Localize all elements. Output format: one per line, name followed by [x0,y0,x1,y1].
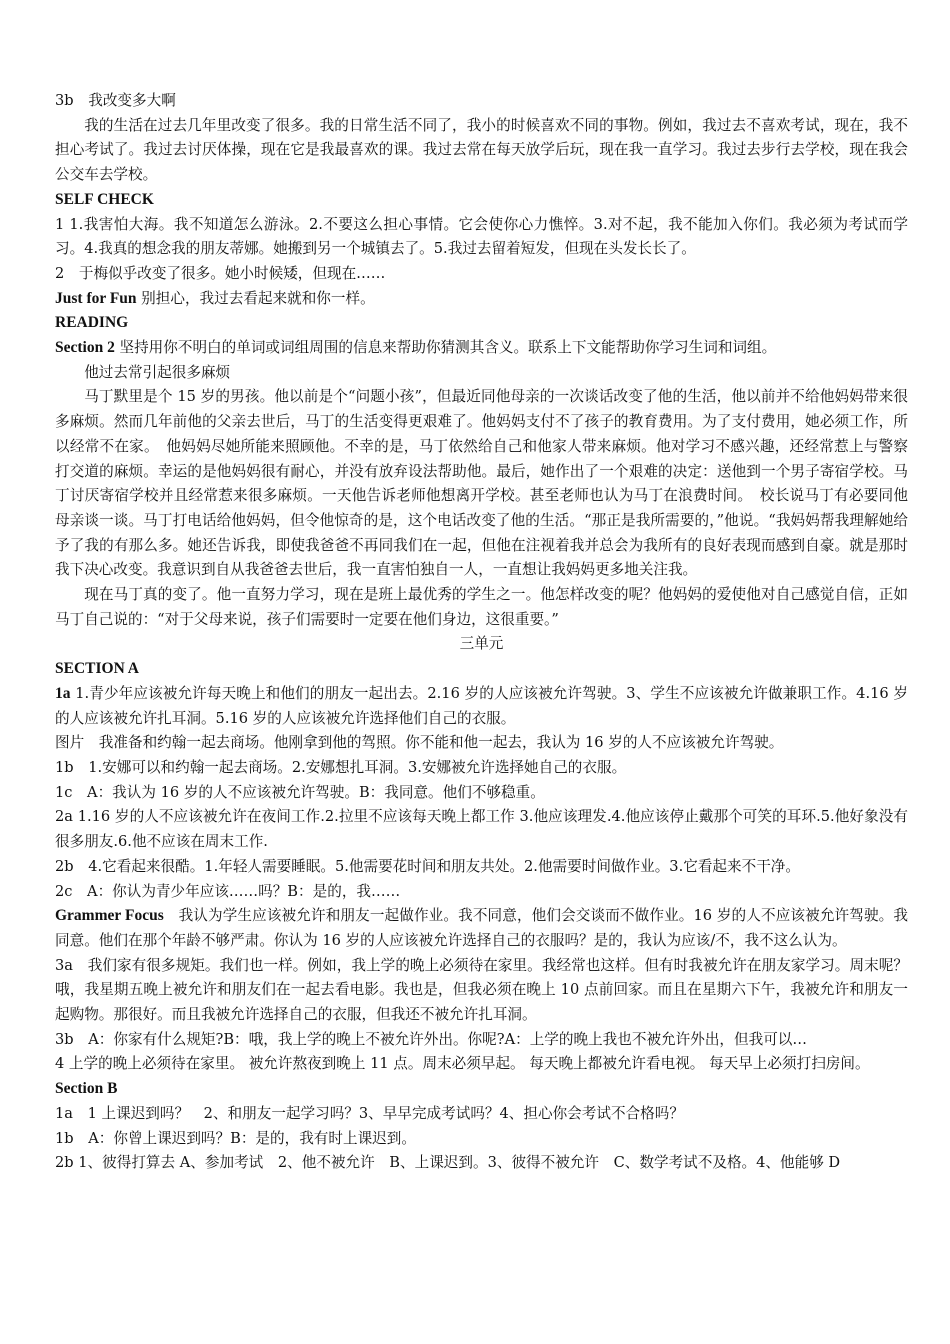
exercise-3b-title: 3b 我改变多大啊 [55,92,176,109]
exercise-a-1c: 1c A：我认为 16 岁的人不应该被允许驾驶。B：我同意。他们不够稳重。 [55,783,545,801]
exercise-b-1a: 1a 1 上课迟到吗？ 2、和朋友一起学习吗？3、早早完成考试吗？4、担心你会考试不合格吗？ [55,1104,684,1122]
exercise-a-2c: 2c A：你认为青少年应该……吗？B：是的，我…… [55,882,401,900]
reading-heading: READING [55,314,129,332]
just-for-fun-text: 别担心，我过去看起来就和你一样。 [136,289,375,307]
picture-caption: 图片 我准备和约翰一起去商场。他刚拿到他的驾照。你不能和他一起去，我认为 16 岁的人不应该被允许驾驶。 [55,734,784,752]
document-page [55,89,908,1176]
exercise-b-2b: 2b 1、彼得打算去 A、参加考试 2、他不被允许 B、上课迟到。3、彼得不被允许 C、数学考试不及格。4、他能够 D [55,1154,841,1172]
section-2-text: 坚持用你不明白的单词或词组周围的信息来帮助你猜测其含义。联系上下文能帮助你学习生词和词组。 [114,339,777,357]
story-paragraph-2: 现在马丁真的变了。他一直努力学习，现在是班上最优秀的学生之一。他怎样改变的呢？他妈妈的爱使他对自己感觉自信，正如马丁自己说的：“对于父母来说，孩子们需要时一定要在他们身边，这很重要。” [55,586,908,628]
story-paragraph-1: 马丁默里是个 15 岁的男孩。他以前是个“问题小孩”，但最近同他母亲的一次谈话改变了他的生活，他以前并不给他妈妈带来很多麻烦。然而几年前他的父亲去世后，马丁的生活变得更艰难了。他妈妈支付不了孩子的教育费用。为了支付费用，她必须工作，所以经常不在家。 他妈妈尽她所能来照顾他。不幸的是，马丁依然给自己和他家人带来麻烦。他对学习不感兴趣，还经常惹上与警察打交道的麻烦。幸运的是他妈妈很有耐心，并没有放弃设法帮助他。最后，她作出了一个艰难的决定：送他到一个男子寄宿学校。马丁讨厌寄宿学校并且经常惹来很多麻烦。一天他告诉老师他想离开学校。甚至老师也认为马丁在浪费时间。 校长说马丁有必要同他母亲谈一谈。马丁打电话给他妈妈，但令他惊奇的是，这个电话改变了他的生活。“那正是我所需要的，”他说。“我妈妈帮我理解她给予了我的有那么多。她还告诉我，即使我爸爸不再同我们在一起，但他在注视着我并总会为我所有的良好表现而感到自豪。就是那时我下决心改变。我意识到自从我爸爸去世后，我一直害怕独自一人，一直想让我妈妈更多地关注我。 [55,388,908,579]
self-check-1: 1 1.我害怕大海。我不知道怎么游泳。2.不要这么担心事情。它会使你心力憔悴。3.对不起，我不能加入你们。我必须为考试而学习。4.我真的想念我的朋友蒂娜。她搬到另一个城镇去了。5.我过去留着短发，但现在头发长长了。 [55,215,908,258]
exercise-b-1b: 1b A：你曾上课迟到吗？B：是的，我有时上课迟到。 [55,1129,416,1147]
grammar-focus-text: 我认为学生应该被允许和朋友一起做作业。我不同意，他们会交谈而不做作业。16 岁的人不应该被允许驾驶。我同意。他们在那个年龄不够严肃。你认为 16 岁的人应该被允许选择自己的衣服吗？是的，我认为应该/不，我不这么认为。 [55,907,908,949]
exercise-a-1a-text: 1.青少年应该被允许每天晚上和他们的朋友一起出去。2.16 岁的人应该被允许驾驶。3、学生不应该被允许做兼职工作。4.16 岁的人应该被允许扎耳洞。5.16 岁的人应该被允许选择他们自己的衣服。 [55,684,908,727]
self-check-2: 2 于梅似乎改变了很多。她小时候矮，但现在…… [55,264,386,282]
section-b-heading: Section B [55,1080,118,1098]
just-for-fun-label: Just for Fun [55,289,137,307]
self-check-heading: SELF CHECK [55,190,154,208]
section-2 [55,336,908,361]
exercise-a-4: 4 上学的晚上必须待在家里。 被允许熬夜到晚上 11 点。周末必须早起。 每天晚上都被允许看电视。 每天早上必须打扫房间。 [55,1055,870,1073]
section-a-heading: SECTION A [55,660,139,678]
story-title: 他过去常引起很多麻烦 [84,363,231,381]
grammar-focus-label: Grammer Focus [55,907,164,925]
grammar-focus [55,904,908,953]
exercise-a-2a: 2a 1.16 岁的人不应该被允许在夜间工作.2.拉里不应该每天晚上都工作 3.他应该理发.4.他应该停止戴那个可笑的耳环.5.他好象没有很多朋友.6.他不应该在周末工作. [55,808,908,851]
just-for-fun [55,287,908,312]
exercise-a-1a [55,682,908,731]
unit-3-title: 三单元 [459,635,504,653]
exercise-a-3b: 3b A：你家有什么规矩?B：哦，我上学的晚上不被允许外出。你呢?A：上学的晚上我也不被允许外出，但我可以… [55,1030,807,1048]
exercise-a-2b: 2b 4.它看起来很酷。1.年轻人需要睡眠。5.他需要花时间和朋友共处。2.他需要时间做作业。3.它看起来不干净。 [55,857,800,875]
section-2-label: Section 2 [55,339,115,357]
exercise-a-1a-label: 1a [55,684,71,702]
exercise-a-3a: 3a 我们家有很多规矩。我们也一样。例如，我上学的晚上必须待在家里。我经常也这样。但有时我被允许在朋友家学习。周末呢？哦，我星期五晚上被允许和朋友们在一起去看电影。我也是，但我必须在晚上 10 点前回家。而且在星期六下午，我被允许和朋友一起购物。那很好。而且我被允许选择自己的衣服，但我还不被允许扎耳洞。 [55,956,908,1024]
exercise-a-1b: 1b 1.安娜可以和约翰一起去商场。2.安娜想扎耳洞。3.安娜被允许选择她自己的衣服。 [55,758,627,776]
exercise-3b-text: 我的生活在过去几年里改变了很多。我的日常生活不同了，我小的时候喜欢不同的事物。例如，我过去不喜欢考试，现在，我不担心考试了。我过去讨厌体操，现在它是我最喜欢的课。我过去常在每天放学后玩，现在我一直学习。我过去步行去学校，现在我会公交车去学校。 [55,116,908,184]
